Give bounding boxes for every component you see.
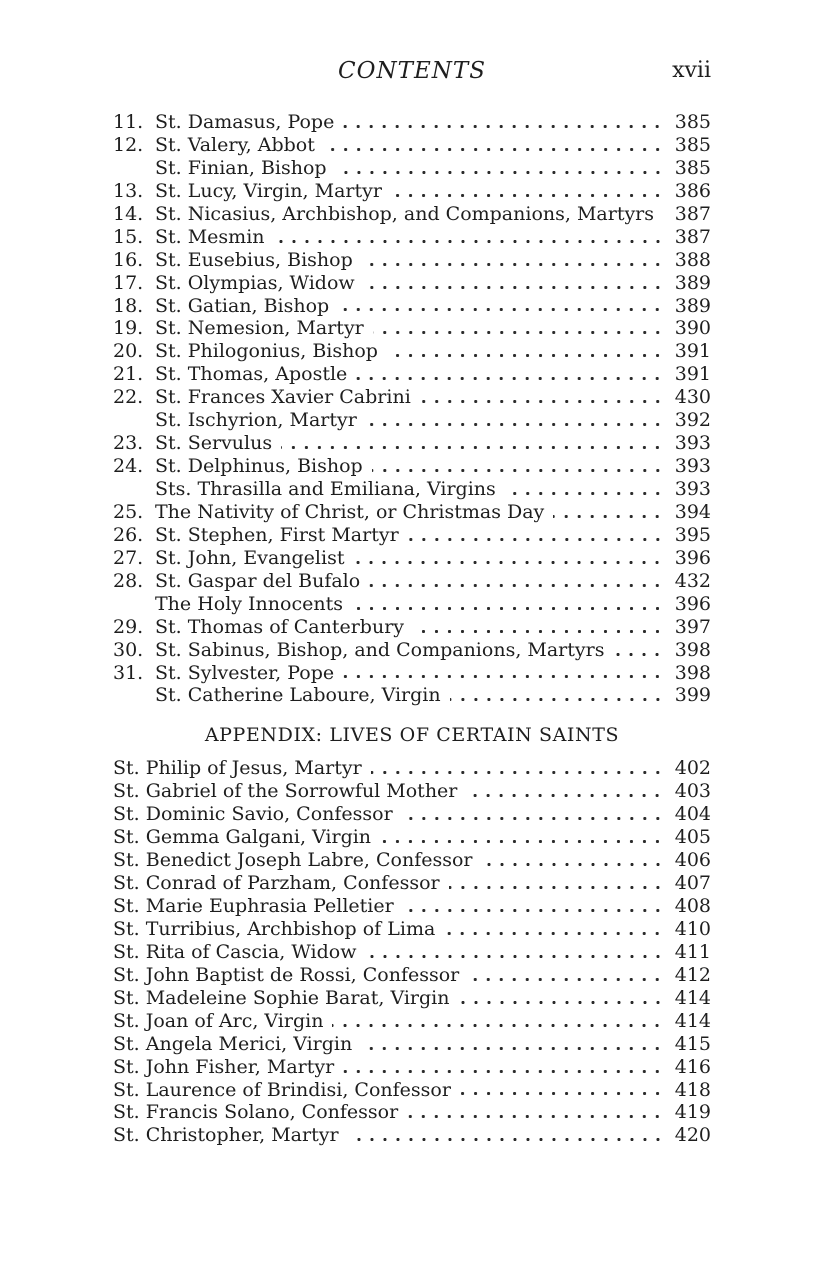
dot-leader: [366, 409, 666, 432]
entry-page-number: 432: [674, 569, 711, 592]
entry-page-number: 385: [674, 111, 711, 133]
toc-entry: [113, 1010, 711, 1033]
dot-leader: [408, 524, 666, 547]
entry-number: 12.: [113, 133, 144, 156]
entry-number: 20.: [113, 340, 144, 363]
entry-number: 19.: [113, 317, 144, 340]
dot-leader: [444, 918, 666, 941]
entry-number: 18.: [113, 294, 144, 317]
toc-entry: [113, 849, 711, 872]
dot-leader: [366, 941, 666, 964]
entry-title: St. Laurence of Brindisi, Confessor: [113, 1078, 451, 1101]
toc-entry: [113, 249, 711, 272]
entry-title: The Holy Innocents: [155, 592, 343, 615]
toc-entry: [113, 272, 711, 295]
toc-entry: [113, 1124, 711, 1147]
entry-page-number: 397: [674, 615, 711, 638]
entry-page-number: 393: [674, 432, 711, 455]
toc-entry: [113, 662, 711, 685]
toc-entry: [113, 918, 711, 941]
entry-title: St. John Fisher, Martyr: [113, 1055, 335, 1078]
entry-title: St. John Baptist de Rossi, Confessor: [113, 963, 460, 986]
entry-number: 14.: [113, 202, 144, 225]
dot-leader: [371, 757, 666, 780]
entry-number: 24.: [113, 455, 144, 478]
dot-leader: [420, 386, 666, 409]
dot-leader: [361, 1033, 666, 1056]
dot-leader: [407, 1101, 666, 1124]
entry-page-number: 414: [674, 986, 711, 1009]
dot-leader: [413, 616, 666, 639]
entry-page-number: 418: [674, 1078, 711, 1101]
dot-leader: [356, 363, 666, 386]
entry-page-number: 391: [674, 340, 711, 363]
toc-entry: [113, 757, 711, 780]
entry-title: St. Thomas, Apostle: [155, 363, 348, 386]
entry-title: St. Turribius, Archbishop of Lima: [113, 917, 436, 940]
entry-title: St. Philogonius, Bishop: [155, 340, 378, 363]
dot-leader: [336, 157, 666, 180]
entry-title: St. Finian, Bishop: [155, 156, 327, 179]
entry-title: St. Eusebius, Bishop: [155, 248, 353, 271]
entry-title: St. Thomas of Canterbury: [155, 615, 405, 638]
toc-entry: [113, 317, 711, 340]
dot-leader: [482, 849, 667, 872]
entry-page-number: 403: [674, 780, 711, 803]
page-title: CONTENTS: [338, 58, 486, 84]
entry-title: St. Gatian, Bishop: [155, 294, 330, 317]
dot-leader: [274, 226, 666, 249]
toc-entry: [113, 1056, 711, 1079]
toc-entry: [113, 111, 711, 134]
toc-entry: [113, 1079, 711, 1102]
entry-number: 22.: [113, 386, 144, 409]
entry-number: 26.: [113, 523, 144, 546]
entry-page-number: 398: [674, 638, 711, 661]
entry-page-number: 394: [674, 500, 711, 523]
dot-leader: [505, 478, 666, 501]
dot-leader: [663, 203, 666, 226]
entry-number: 13.: [113, 179, 144, 202]
contents-list: [113, 111, 711, 707]
dot-leader: [352, 593, 666, 616]
entry-title: Sts. Thrasilla and Emiliana, Virgins: [155, 478, 496, 500]
toc-entry: [113, 340, 711, 363]
toc-entry: [113, 895, 711, 918]
entry-number: 28.: [113, 569, 144, 592]
toc-entry: [113, 570, 711, 593]
entry-number: 16.: [113, 248, 144, 271]
entry-page-number: 404: [674, 803, 711, 826]
entry-title: St. Joan of Arc, Virgin: [113, 1009, 324, 1032]
toc-entry: [113, 478, 711, 501]
entry-title: St. Mesmin: [155, 225, 265, 248]
dot-leader: [332, 1010, 666, 1033]
entry-number: 21.: [113, 363, 144, 386]
toc-entry: [113, 803, 711, 826]
dot-leader: [466, 780, 666, 803]
toc-entry: [113, 226, 711, 249]
page-header: [113, 57, 711, 85]
entry-title: The Nativity of Christ, or Christmas Day: [155, 500, 545, 523]
entry-title: St. Benedict Joseph Labre, Confessor: [113, 849, 473, 872]
entry-number: 29.: [113, 615, 144, 638]
entry-number: 30.: [113, 638, 144, 661]
entry-page-number: 420: [674, 1124, 711, 1147]
entry-title: St. Valery, Abbot: [155, 133, 315, 156]
toc-entry: [113, 455, 711, 478]
appendix-heading: APPENDIX: LIVES OF CERTAIN SAINTS: [204, 724, 620, 747]
toc-entry: [113, 432, 711, 455]
entry-page-number: 385: [674, 156, 711, 179]
entry-page-number: 402: [674, 757, 711, 780]
entry-page-number: 396: [674, 592, 711, 615]
entry-page-number: 386: [674, 179, 711, 202]
toc-entry: [113, 501, 711, 524]
appendix-contents-list: [113, 757, 711, 1147]
dot-leader: [468, 964, 666, 987]
entry-title: St. Angela Merici, Virgin: [113, 1032, 353, 1055]
dot-leader: [338, 295, 666, 318]
toc-entry: [113, 386, 711, 409]
toc-entry: [113, 872, 711, 895]
dot-leader: [450, 684, 666, 707]
dot-leader: [613, 639, 666, 662]
entry-page-number: 392: [674, 409, 711, 432]
dot-leader: [343, 1056, 666, 1079]
toc-entry: [113, 363, 711, 386]
toc-entry: [113, 616, 711, 639]
dot-leader: [373, 317, 666, 340]
entry-title: St. Rita of Cascia, Widow: [113, 940, 357, 963]
entry-page-number: 393: [674, 455, 711, 478]
entry-page-number: 389: [674, 294, 711, 317]
toc-entry: [113, 1033, 711, 1056]
entry-title: St. Francis Solano, Confessor: [113, 1101, 399, 1124]
entry-title: St. Gaspar del Bufalo: [155, 569, 361, 592]
toc-entry: [113, 684, 711, 707]
dot-leader: [348, 1124, 666, 1147]
toc-entry: [113, 593, 711, 616]
entry-number: 15.: [113, 225, 144, 248]
entry-page-number: 393: [674, 478, 711, 500]
entry-title: St. Catherine Laboure, Virgin: [155, 684, 441, 707]
dot-leader: [343, 662, 666, 685]
dot-leader: [369, 570, 666, 593]
entry-page-number: 395: [674, 523, 711, 546]
entry-title: St. Servulus: [155, 432, 273, 455]
entry-page-number: 396: [674, 546, 711, 569]
entry-title: St. Gemma Galgani, Virgin: [113, 826, 372, 849]
toc-entry: [113, 203, 711, 226]
entry-number: 17.: [113, 271, 144, 294]
dot-leader: [553, 501, 666, 524]
entry-number: 25.: [113, 500, 144, 523]
toc-entry: [113, 987, 711, 1010]
folio-page-number: xvii: [672, 58, 711, 83]
entry-title: St. Olympias, Widow: [155, 271, 355, 294]
entry-page-number: 391: [674, 363, 711, 386]
toc-entry: [113, 180, 711, 203]
entry-page-number: 408: [674, 895, 711, 917]
dot-leader: [380, 826, 666, 849]
entry-page-number: 419: [674, 1101, 711, 1124]
toc-entry: [113, 524, 711, 547]
entry-title: St. Philip of Jesus, Martyr: [113, 757, 362, 780]
entry-page-number: 407: [674, 872, 711, 895]
toc-entry: [113, 134, 711, 157]
entry-number: 31.: [113, 661, 144, 684]
toc-entry: [113, 409, 711, 432]
dot-leader: [353, 547, 666, 570]
entry-title: St. Gabriel of the Sorrowful Mother: [113, 780, 458, 803]
dot-leader: [387, 340, 666, 363]
entry-title: St. Madeleine Sophie Barat, Virgin: [113, 986, 450, 1009]
entry-number: 27.: [113, 546, 144, 569]
entry-title: St. Frances Xavier Cabrini: [155, 386, 411, 409]
entry-page-number: 412: [674, 963, 711, 986]
dot-leader: [372, 455, 666, 478]
entry-page-number: 430: [674, 386, 711, 409]
entry-title: St. John, Evangelist: [155, 546, 345, 569]
entry-title: St. Sabinus, Bishop, and Companions, Martyrs: [155, 638, 605, 661]
toc-entry: [113, 295, 711, 318]
entry-page-number: 387: [674, 202, 711, 225]
entry-title: St. Conrad of Parzham, Confessor: [113, 872, 440, 895]
toc-entry: [113, 547, 711, 570]
entry-number: 11.: [113, 111, 144, 133]
entry-title: St. Ischyrion, Martyr: [155, 409, 357, 432]
toc-entry: [113, 941, 711, 964]
entry-page-number: 387: [674, 225, 711, 248]
toc-entry: [113, 826, 711, 849]
entry-page-number: 411: [674, 940, 711, 963]
dot-leader: [459, 987, 667, 1010]
toc-entry: [113, 964, 711, 987]
dot-leader: [364, 272, 666, 295]
dot-leader: [343, 111, 666, 134]
entry-page-number: 388: [674, 248, 711, 271]
entry-page-number: 416: [674, 1055, 711, 1078]
toc-entry: [113, 1101, 711, 1124]
dot-leader: [460, 1079, 666, 1102]
toc-entry: [113, 157, 711, 180]
entry-title: St. Marie Euphrasia Pelletier: [113, 895, 394, 917]
dot-leader: [391, 180, 666, 203]
entry-title: St. Stephen, First Martyr: [155, 523, 399, 546]
entry-page-number: 399: [674, 684, 711, 707]
dot-leader: [403, 895, 666, 918]
entry-page-number: 385: [674, 133, 711, 156]
entry-page-number: 405: [674, 826, 711, 849]
entry-title: St. Christopher, Martyr: [113, 1124, 339, 1147]
entry-title: St. Delphinus, Bishop: [155, 455, 363, 478]
dot-leader: [281, 432, 666, 455]
entry-number: 23.: [113, 432, 144, 455]
entry-page-number: 390: [674, 317, 711, 340]
dot-leader: [449, 872, 666, 895]
entry-page-number: 415: [674, 1032, 711, 1055]
entry-page-number: 406: [674, 849, 711, 872]
entry-title: St. Nemesion, Martyr: [155, 317, 364, 340]
entry-title: St. Lucy, Virgin, Martyr: [155, 179, 382, 202]
dot-leader: [402, 803, 666, 826]
dot-leader: [324, 134, 666, 157]
entry-title: St. Sylvester, Pope: [155, 661, 335, 684]
entry-title: St. Damasus, Pope: [155, 111, 335, 133]
entry-title: St. Nicasius, Archbishop, and Companions, Martyrs: [155, 202, 655, 225]
toc-entry: [113, 780, 711, 803]
entry-page-number: 414: [674, 1009, 711, 1032]
entry-page-number: 398: [674, 661, 711, 684]
entry-page-number: 410: [674, 917, 711, 940]
dot-leader: [362, 249, 666, 272]
entry-page-number: 389: [674, 271, 711, 294]
entry-title: St. Dominic Savio, Confessor: [113, 803, 393, 826]
toc-entry: [113, 639, 711, 662]
